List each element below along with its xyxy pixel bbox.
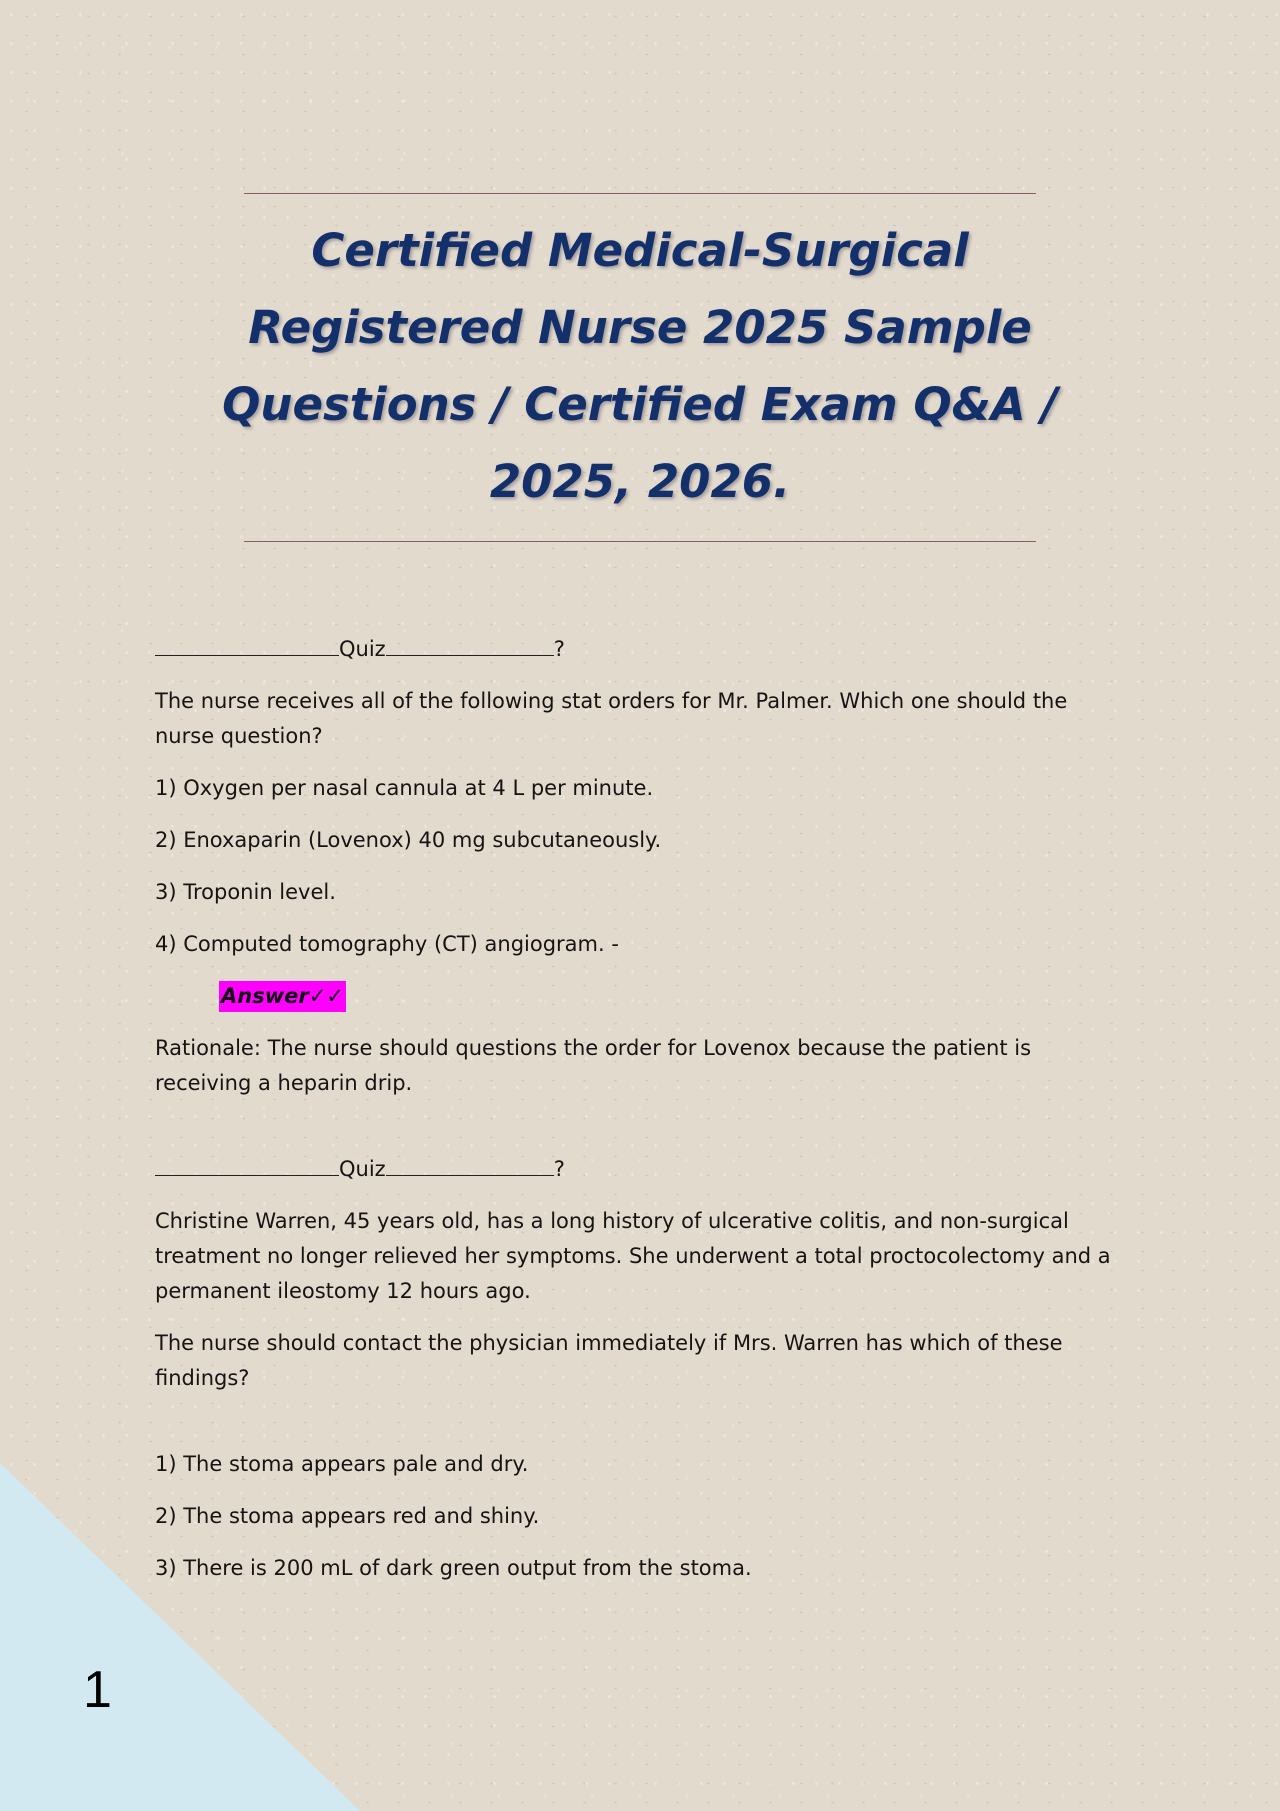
- option-item: 1) The stoma appears pale and dry.: [155, 1452, 529, 1476]
- quiz-label: Quiz: [339, 637, 386, 661]
- answer-badge: Answer✓✓: [219, 981, 346, 1012]
- option-item: 3) Troponin level.: [155, 880, 336, 904]
- option-item: 2) The stoma appears red and shiny.: [155, 1504, 540, 1528]
- page-number: 1: [83, 1661, 112, 1719]
- section-spacer: [155, 1413, 1115, 1447]
- question-stem-followup: The nurse should contact the physician immediately if Mrs. Warren has which of these findings?: [155, 1331, 1063, 1390]
- quiz-blank-left: [155, 633, 339, 656]
- answer-row: [219, 979, 1115, 1014]
- quiz-heading: [155, 632, 1115, 667]
- option-item: 1) Oxygen per nasal cannula at 4 L per minute.: [155, 776, 654, 800]
- option-item: 4) Computed tomography (CT) angiogram. -: [155, 932, 619, 956]
- title-bottom-rule: [244, 541, 1036, 542]
- quiz-suffix: ?: [553, 1157, 565, 1181]
- section-spacer: [155, 1118, 1115, 1152]
- quiz-blank-right: [386, 1153, 554, 1176]
- question-stem: The nurse receives all of the following stat orders for Mr. Palmer. Which one should the nurse question?: [155, 689, 1068, 748]
- quiz-label: Quiz: [339, 1157, 386, 1181]
- option-item: 3) There is 200 mL of dark green output from the stoma.: [155, 1556, 752, 1580]
- title-top-rule: [244, 193, 1036, 194]
- question-stem: Christine Warren, 45 years old, has a long history of ulcerative colitis, and non-surgical treatment no longer relieved her symptoms. She underwent a total proctocolectomy and a permanent ileostomy 12 hours ago.: [155, 1209, 1111, 1303]
- document-title: Certified Medical-Surgical Registered Nurse 2025 Sample Questions / Certified Exam Q&A / 2025, 2026.: [222, 224, 1058, 508]
- rationale-text: Rationale: The nurse should questions the order for Lovenox because the patient is receiving a heparin drip.: [155, 1036, 1032, 1095]
- option-item: 2) Enoxaparin (Lovenox) 40 mg subcutaneously.: [155, 828, 662, 852]
- quiz-blank-right: [386, 633, 554, 656]
- quiz-suffix: ?: [553, 637, 565, 661]
- quiz-heading: [155, 1152, 1115, 1187]
- quiz-blank-left: [155, 1153, 339, 1176]
- document-body: [155, 632, 1115, 1603]
